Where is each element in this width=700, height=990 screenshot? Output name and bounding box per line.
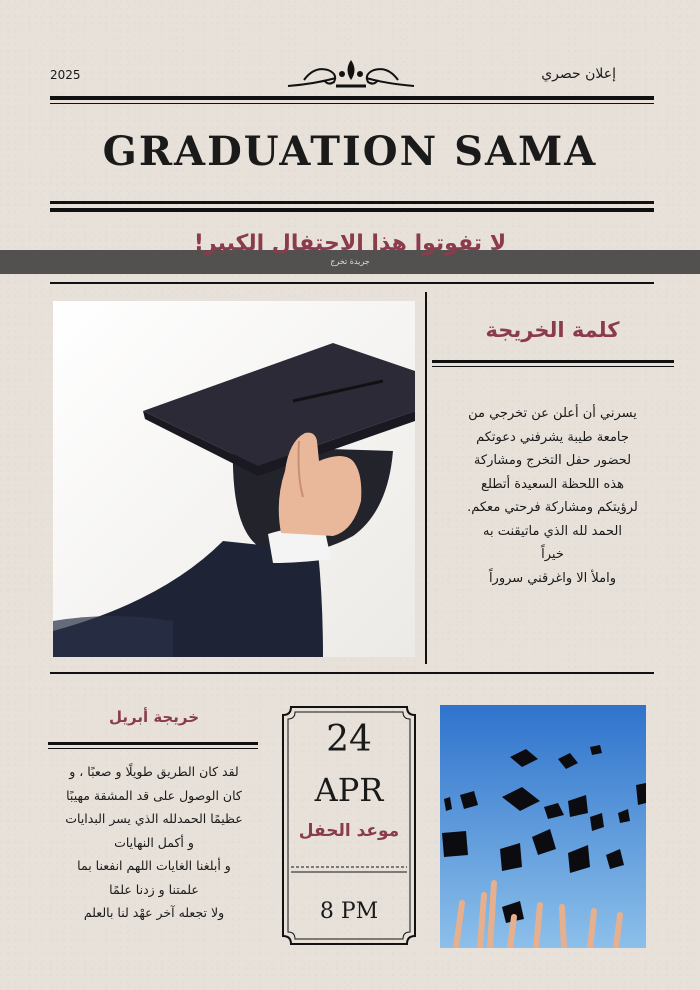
speech-line: لحضور حفل التخرج ومشاركة bbox=[473, 453, 632, 468]
header-rule bbox=[50, 96, 654, 100]
event-date-box bbox=[281, 705, 417, 946]
event-label: موعد الحفل bbox=[298, 821, 400, 841]
graduate-heading: خريجة أبريل bbox=[108, 708, 200, 726]
speech-line: لرؤيتكم ومشاركة فرحتي معكم. bbox=[467, 500, 638, 515]
section-rule bbox=[50, 282, 654, 284]
poem-text bbox=[48, 760, 260, 925]
title-rule bbox=[50, 201, 654, 204]
poem-line: و أكمل النهايات bbox=[114, 834, 194, 850]
speech-text bbox=[435, 402, 670, 590]
event-day: 24 bbox=[326, 719, 372, 760]
poem-line: و أبلغنا الغايات اللهم انفعنا بما bbox=[77, 858, 231, 873]
speech-heading-rule-thin bbox=[432, 366, 674, 367]
ornament-icon bbox=[284, 56, 418, 94]
page-title: GRADUATION SAMA bbox=[102, 128, 598, 175]
poem-line: لقد كان الطريق طويلًا و صعبًا ، و bbox=[69, 764, 239, 779]
poem-line: كان الوصول على قد المشقة مهيبًا bbox=[66, 787, 242, 803]
column-divider bbox=[425, 292, 427, 664]
poem-line: عظيمًا الحمدلله الذي يسر البدايات bbox=[65, 811, 243, 826]
poem-line: علمتنا و زدنا علمًا bbox=[109, 881, 199, 897]
exclusive-label: إعلان حصري bbox=[541, 66, 616, 82]
speech-line: هذه اللحظة السعيدة أتطلع bbox=[481, 476, 624, 492]
poem-line: ولا تجعله آخر عهْد لنا بالعلم bbox=[83, 905, 225, 920]
header-rule-thin bbox=[50, 103, 654, 104]
graduation-cap-photo bbox=[53, 301, 415, 657]
headline: لا تفوتوا هذا الاحتفال الكبير! bbox=[193, 231, 507, 256]
poem-rule-thin bbox=[48, 748, 258, 749]
poem-rule bbox=[48, 742, 258, 745]
title-rule-2 bbox=[50, 208, 654, 212]
speech-line: الحمد لله الذي ماتيقنت به bbox=[483, 523, 622, 539]
speech-heading-rule bbox=[432, 360, 674, 363]
event-month: APR bbox=[314, 771, 384, 809]
speech-heading: كلمة الخريجة bbox=[485, 318, 620, 342]
speech-line: واملأ الا واغرقني سروراً bbox=[488, 570, 617, 586]
event-time: 8 PM bbox=[319, 899, 379, 924]
caps-in-sky-photo bbox=[440, 705, 646, 948]
lower-section-rule bbox=[50, 672, 654, 674]
speech-line: جامعة طيبة يشرفني دعوتكم bbox=[476, 429, 629, 445]
subheadline: جريدة تخرج bbox=[330, 257, 370, 266]
issue-year: 2025 bbox=[50, 68, 81, 82]
speech-line: يسرني أن أعلن عن تخرجي من bbox=[468, 406, 637, 421]
speech-line: خيراً bbox=[541, 547, 564, 562]
